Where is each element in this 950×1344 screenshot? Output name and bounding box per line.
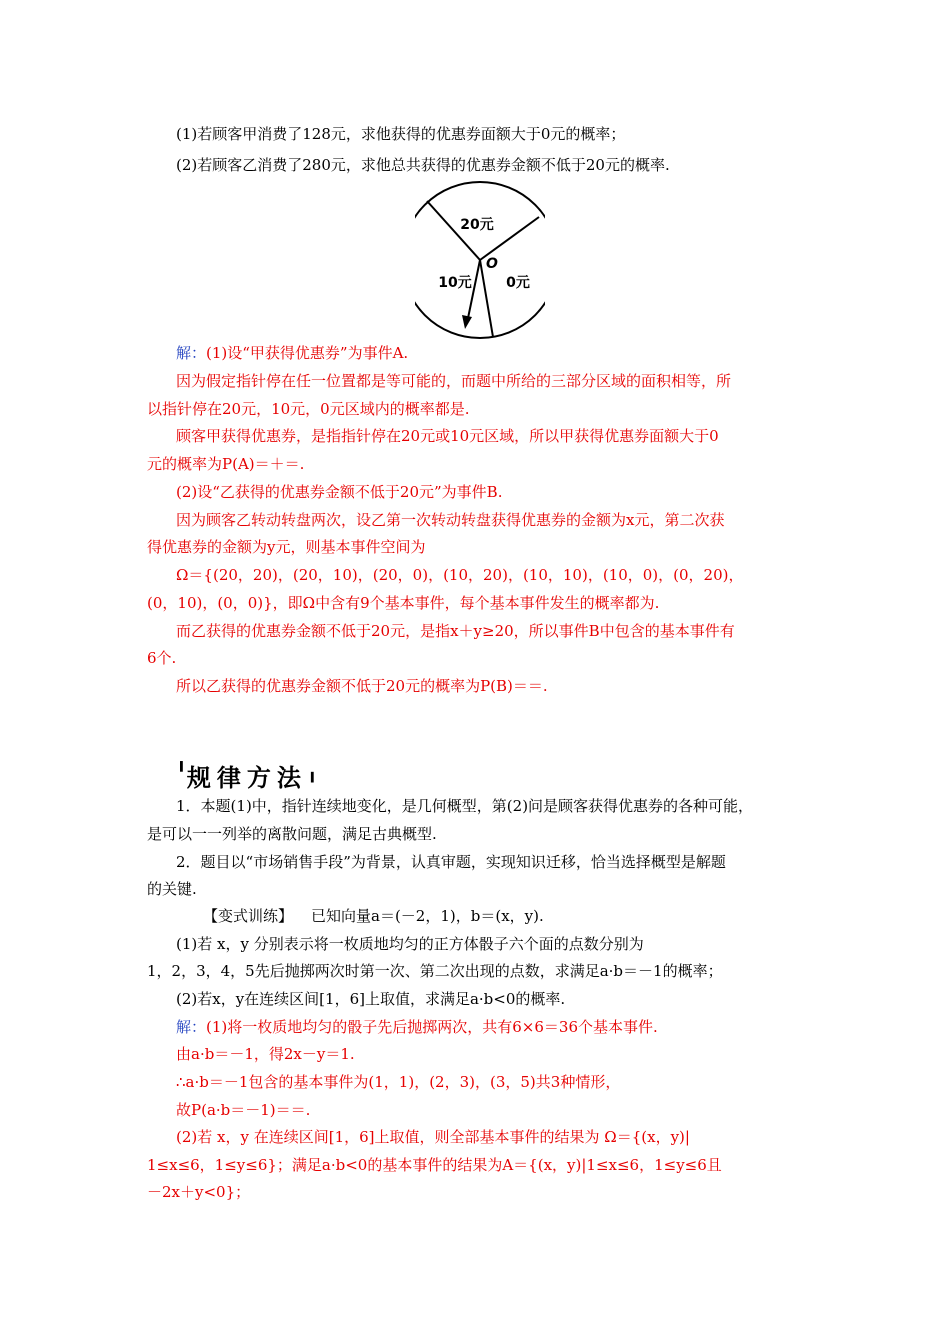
pointer-arrowhead [462,315,472,329]
variant-solution-prefix: 解： [176,1018,207,1036]
solution-text: (1)设“甲获得优惠券”为事件A. [206,344,409,362]
solution-line-4: 顾客甲获得优惠券，是指指针停在20元或10元区域，所以甲获得优惠券面额大于0 [176,427,719,445]
section-title [176,758,318,793]
method-1a: 1．本题(1)中，指针连续地变化，是几何概型，第(2)问是顾客获得优惠券的各种可能， [176,797,754,815]
variant-q2: (2)若x，y在连续区间[1，6]上取值，求满足a·b<0的概率. [176,990,566,1008]
variant-solution-6: 1≤x≤6，1≤y≤6}；满足a·b<0的基本事件的结果为A＝{(x，y)|1≤x≤6，1≤y≤6且 [147,1156,722,1174]
solution-line-11: 而乙获得的优惠券金额不低于20元，是指x＋y≥20，所以事件B中包含的基本事件有 [176,622,735,640]
title-close-bracket: ╻ [306,762,318,783]
question-1: (1)若顾客甲消费了128元，求他获得的优惠券面额大于0元的概率； [176,125,626,143]
solution-line-6: (2)设“乙获得的优惠券金额不低于20元”为事件B. [176,483,503,501]
solution-line-9: Ω＝{(20，20)，(20，10)，(20，0)，(10，20)，(10，10)，(10，0)，(0，20)， [176,566,744,584]
solution-line-2: 因为假定指针停在任一位置都是等可能的，而题中所给的三部分区域的面积相等，所 [176,372,732,390]
label-0-yuan: 0元 [506,275,530,291]
solution-line-13: 所以乙获得的优惠券金额不低于20元的概率为P(B)＝＝. [176,677,548,695]
solution-line-3: 以指针停在20元，10元，0元区域内的概率都是. [147,400,470,418]
variant-solution-2: 由a·b＝－1，得2x－y＝1. [176,1045,355,1063]
label-10-yuan: 10元 [438,275,472,291]
title-open-bracket: ╹ [176,762,187,783]
solution-line-12: 6个. [147,649,177,667]
solution-line-1 [176,343,408,363]
spinner-figure [415,175,545,345]
center-label: O [486,256,498,272]
solution-line-8: 得优惠券的金额为y元，则基本事件空间为 [147,538,426,556]
solution-prefix: 解： [176,344,207,362]
variant-solution-4: 故P(a·b＝－1)＝＝. [176,1101,311,1119]
question-2: (2)若顾客乙消费了280元，求他总共获得的优惠券金额不低于20元的概率. [176,156,670,174]
title-text: 规律方法 [186,764,307,792]
method-2b: 的关键. [147,880,197,898]
variant-solution-7: －2x＋y<0}； [147,1183,251,1201]
variant-solution-1 [176,1017,658,1037]
solution-line-5: 元的概率为P(A)＝＋＝. [147,455,305,473]
method-1b: 是可以一一列举的离散问题，满足古典概型. [147,825,437,843]
method-2a: 2．题目以“市场销售手段”为背景，认真审题，实现知识迁移，恰当选择概型是解题 [176,853,726,871]
variant-q1a: (1)若 x，y 分别表示将一枚质地均匀的正方体骰子六个面的点数分别为 [176,935,644,953]
variant-solution-text: (1)将一枚质地均匀的骰子先后抛掷两次，共有6×6＝36个基本事件. [206,1018,658,1036]
solution-line-7: 因为顾客乙转动转盘两次，设乙第一次转动转盘获得优惠券的金额为x元，第二次获 [176,511,725,529]
variant-solution-3: ∴a·b＝－1包含的基本事件为(1，1)，(2，3)，(3，5)共3种情形， [176,1073,621,1091]
variant-tag: 【变式训练】 [203,907,294,925]
pointer-arrow [467,260,480,323]
variant-stem-text: 已知向量a＝(－2，1)，b＝(x，y). [311,907,544,925]
label-20-yuan: 20元 [460,217,494,233]
variant-stem [203,906,544,926]
solution-line-10: (0，10)，(0，0)}，即Ω中含有9个基本事件，每个基本事件发生的概率都为. [147,594,660,612]
variant-solution-5: (2)若 x，y 在连续区间[1，6]上取值，则全部基本事件的结果为 Ω＝{(x，y)| [176,1128,690,1146]
variant-q1b: 1，2，3，4，5先后抛掷两次时第一次、第二次出现的点数，求满足a·b＝－1的概率； [147,962,723,980]
